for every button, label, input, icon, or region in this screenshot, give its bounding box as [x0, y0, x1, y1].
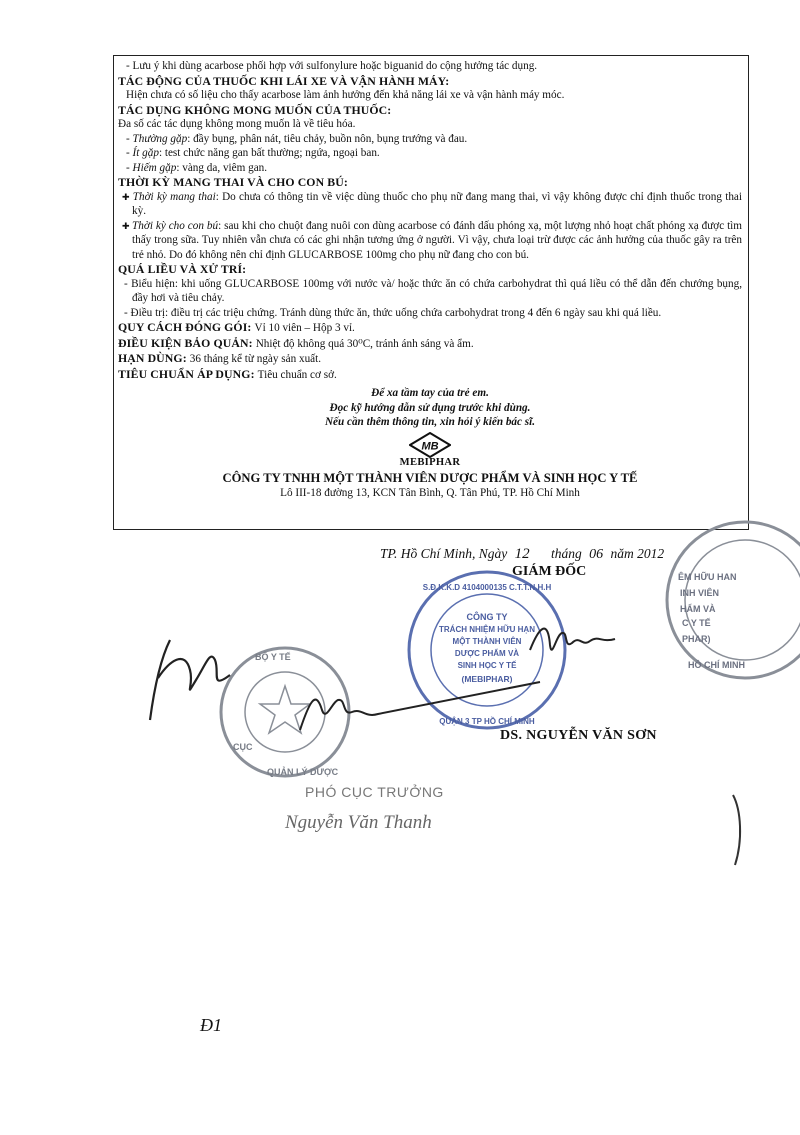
spec-line: ĐIỀU KIỆN BẢO QUẢN: Nhiệt độ không quá 30⁰C, tránh ánh sáng và ẩm. — [118, 335, 474, 350]
section-heading: THỜI KỲ MANG THAI VÀ CHO CON BÚ: — [118, 175, 348, 189]
svg-text:DƯỢC PHẨM VÀ: DƯỢC PHẨM VÀ — [454, 649, 520, 658]
svg-text:CÔNG TY: CÔNG TY — [466, 612, 508, 622]
svg-text:(MEBIPHAR): (MEBIPHAR) — [461, 674, 513, 684]
text-run: - — [126, 132, 133, 145]
date-month: 06 — [589, 547, 604, 562]
deputy-name: Nguyễn Văn Thanh — [285, 812, 432, 833]
spec-label: TIÊU CHUẨN ÁP DỤNG — [118, 366, 251, 381]
text-run: Hiếm gặp — [132, 161, 177, 174]
text-run: Thời kỳ mang thai — [132, 190, 216, 203]
text-run: : sau khi cho chuột đang nuôi con dùng acarbose có đánh dấu phóng xạ, một lượng nhỏ hoạt chất phóng xạ được tìm thấy trong sữa. Tuy nhiên vẫn chưa có các ghi nhận tương ứng ở người. Vì vậy, chưa loại trừ được các ảnh hưởng của thuốc gây ra trên trẻ nhỏ. Do đó không nên chỉ định GLUCARBOSE 100mg cho phụ nữ đang cho con bú. — [132, 219, 742, 261]
svg-text:CỤC: CỤC — [233, 742, 253, 752]
official-signature-icon — [110, 620, 550, 740]
spec-line: TIÊU CHUẨN ÁP DỤNG: Tiêu chuẩn cơ sở. — [118, 366, 337, 381]
leaflet-content — [118, 59, 742, 500]
spec-label: HẠN DÙNG — [118, 351, 183, 365]
plus-bullet-icon: ✚ — [122, 220, 133, 231]
svg-text:BỘ Y TẾ: BỘ Y TẾ — [255, 652, 291, 662]
spec-line: HẠN DÙNG: 36 tháng kể từ ngày sản xuất. — [118, 351, 322, 365]
deputy-title: PHÓ CỤC TRƯỞNG — [305, 784, 444, 800]
date-year-label: năm — [610, 546, 634, 561]
text-run: Thường gặp — [132, 132, 188, 145]
list-item — [118, 59, 742, 74]
text-run: - Điều trị: điều trị các triệu chứng. Tránh dùng thức ăn, thức uống chứa carbohydrat trong 4 đến 6 ngày sau khi quá liều. — [124, 306, 662, 319]
svg-text:QUẬN 3 TP HỒ CHÍ MINH: QUẬN 3 TP HỒ CHÍ MINH — [439, 717, 535, 726]
text-run: - Lưu ý khi dùng acarbose phối hợp với sulfonylure hoặc biguanid do cộng hưởng tác dụng. — [126, 60, 538, 72]
edge-mark-icon — [725, 790, 755, 870]
svg-text:INH VIÊN: INH VIÊN — [680, 588, 720, 598]
svg-text:MỘT THÀNH VIÊN: MỘT THÀNH VIÊN — [452, 637, 522, 646]
svg-text:HẨM VÀ: HẨM VÀ — [680, 604, 716, 614]
svg-text:HỒ CHÍ MINH: HỒ CHÍ MINH — [688, 660, 745, 670]
spec-value: Vỉ 10 viên – Hộp 3 vỉ. — [254, 322, 355, 334]
bullet-item — [118, 190, 742, 219]
director-title: GIÁM ĐỐC — [512, 564, 587, 579]
list-item — [118, 117, 742, 132]
date-year: 2012 — [637, 546, 665, 561]
brand-name: MEBIPHAR — [399, 456, 461, 468]
spec-value: Tiêu chuẩn cơ sở. — [257, 368, 337, 381]
svg-text:ÊM HỮU HAN: ÊM HỮU HAN — [678, 572, 737, 582]
text-run: : Do chưa có thông tin về việc dùng thuốc cho phụ nữ đang mang thai, vì vậy không được chỉ định thuốc trong thai kỳ. — [132, 190, 743, 217]
date-month-label: tháng — [551, 546, 582, 561]
text-run: - — [126, 161, 133, 174]
list-item — [118, 161, 742, 176]
text-run: : test chức năng gan bất thường; ngứa, ngoại ban. — [158, 147, 380, 159]
spec-value: 36 tháng kể từ ngày sản xuất. — [189, 353, 322, 365]
leaflet-sections — [118, 59, 742, 382]
text-run: : đầy bụng, phân nát, tiêu chảy, buồn nôn, bụng trướng và đau. — [187, 132, 468, 145]
svg-text:TRÁCH NHIỆM HỮU HẠN: TRÁCH NHIỆM HỮU HẠN — [439, 625, 535, 634]
spec-label: ĐIỀU KIỆN BẢO QUẢN — [118, 335, 249, 350]
note-ask-doctor: Nếu cần thêm thông tin, xin hỏi ý kiến bác sĩ. — [324, 416, 536, 428]
list-item — [118, 306, 742, 321]
date-prefix: TP. Hồ Chí Minh, Ngày — [380, 546, 508, 561]
list-item — [118, 88, 742, 103]
director-name: DS. NGUYỄN VĂN SƠN — [500, 728, 657, 743]
svg-text:PHAR): PHAR) — [682, 634, 711, 644]
text-run: - Biểu hiện: khi uống GLUCARBOSE 100mg với nước và/ hoặc thức ăn có chứa carbohydrat thì quá liều có thể dẫn đến chướng bụng, đầy hơi và tiêu chảy. — [124, 277, 742, 304]
spec-line: QUY CÁCH ĐÓNG GÓI: Vỉ 10 viên – Hộp 3 vỉ. — [118, 320, 355, 334]
list-item — [118, 277, 742, 306]
mebiphar-logo-icon — [409, 432, 451, 458]
note-keep-away: Để xa tầm tay của trẻ em. — [371, 387, 489, 399]
bullet-item — [118, 219, 742, 263]
text-run: Ít gặp — [132, 147, 159, 159]
handwritten-mark: Đ1 — [200, 1015, 222, 1035]
leaflet-frame — [113, 55, 749, 530]
text-run: - — [126, 147, 133, 159]
text-run: Hiện chưa có số liệu cho thấy acarbose làm ảnh hưởng đến khả năng lái xe và vận hành máy móc. — [126, 89, 565, 101]
company-name: CÔNG TY TNHH MỘT THÀNH VIÊN DƯỢC PHẨM VÀ SINH HỌC Y TẾ — [222, 471, 638, 485]
spec-value: Nhiệt độ không quá 30⁰C, tránh ánh sáng và ẩm. — [255, 337, 474, 350]
date-day: 12 — [514, 546, 530, 562]
svg-text:S.Đ.K.K.D 4104000135 C.T.T.N.H: S.Đ.K.K.D 4104000135 C.T.T.N.H.H — [422, 583, 552, 592]
text-run: : vàng da, viêm gan. — [176, 161, 268, 174]
svg-text:QUẢN LÝ DƯỢC: QUẢN LÝ DƯỢC — [267, 767, 339, 777]
logo-lettering: MB — [421, 440, 439, 452]
text-run: Đa số các tác dụng không mong muốn là về tiêu hóa. — [118, 118, 356, 130]
section-heading: TÁC DỤNG KHÔNG MONG MUỐN CỦA THUỐC: — [118, 102, 392, 117]
text-run: Thời kỳ cho con bú — [132, 219, 219, 232]
list-item — [118, 132, 742, 147]
section-heading: QUÁ LIỀU VÀ XỬ TRÍ: — [118, 262, 247, 276]
date-line — [380, 546, 664, 563]
section-heading: TÁC ĐỘNG CỦA THUỐC KHI LÁI XE VÀ VẬN HÀNH MÁY: — [118, 73, 450, 88]
company-stamp-partial-icon — [650, 518, 800, 698]
note-read-instructions: Đọc kỹ hướng dẫn sử dụng trước khi dùng. — [329, 401, 531, 414]
spec-label: QUY CÁCH ĐÓNG GÓI — [118, 320, 248, 334]
list-item — [118, 146, 742, 161]
plus-bullet-icon: ✚ — [122, 191, 133, 202]
svg-text:SINH HỌC Y TẾ: SINH HỌC Y TẾ — [457, 661, 517, 670]
svg-text:C Y TẾ: C Y TẾ — [682, 618, 711, 628]
company-address: Lô III-18 đường 13, KCN Tân Bình, Q. Tân Phú, TP. Hồ Chí Minh — [280, 486, 580, 499]
